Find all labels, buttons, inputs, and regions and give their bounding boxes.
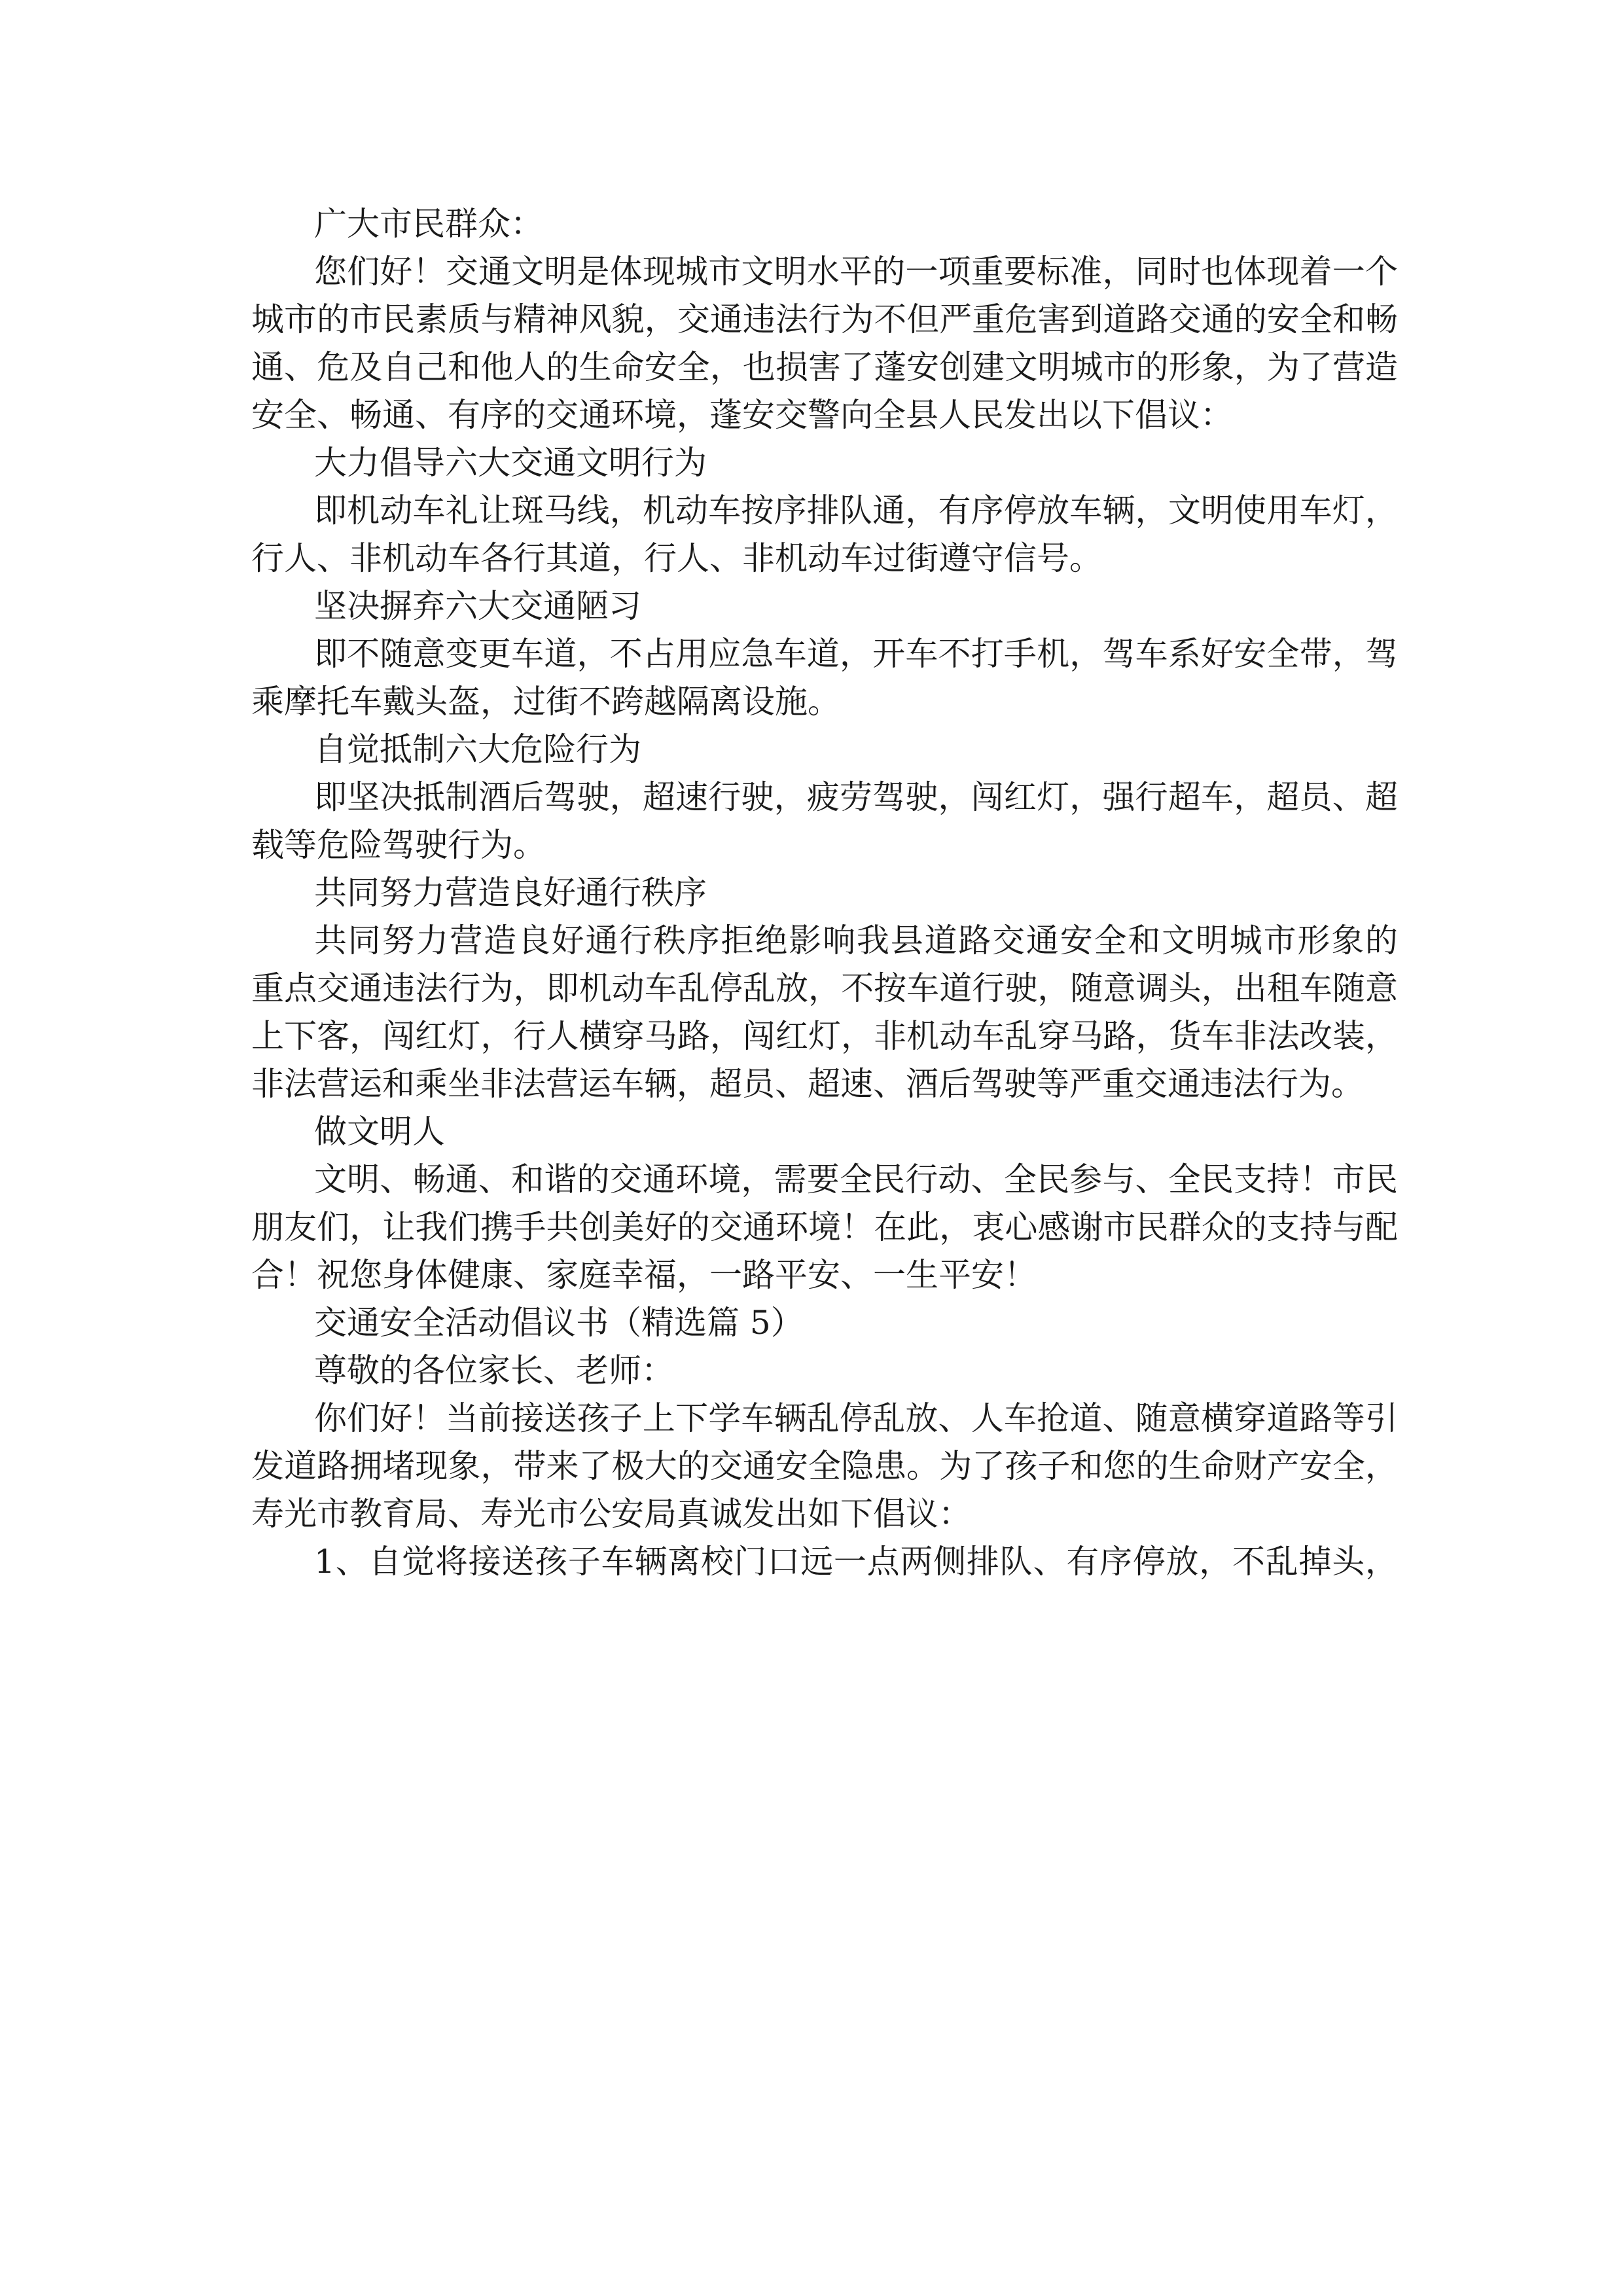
section-heading: 坚决摒弃六大交通陋习 (314, 587, 641, 625)
section-heading: 共同努力营造良好通行秩序 (314, 874, 707, 912)
paragraph-line: 上下客，闯红灯，行人横穿马路，闯红灯，非机动车乱穿马路，货车非法改装， (251, 1017, 1398, 1055)
paragraph-line: 载等危险驾驶行为。 (251, 826, 546, 864)
paragraph-line: 朋友们，让我们携手共创美好的交通环境！在此，衷心感谢市民群众的支持与配 (251, 1208, 1398, 1246)
paragraph-line: 重点交通违法行为，即机动车乱停乱放，不按车道行驶，随意调头，出租车随意 (251, 969, 1398, 1007)
paragraph-line: 行人、非机动车各行其道，行人、非机动车过街遵守信号。 (251, 539, 1102, 577)
paragraph-line: 即机动车礼让斑马线，机动车按序排队通，有序停放车辆，文明使用车灯， (314, 492, 1398, 529)
paragraph-line: 即坚决抵制酒后驾驶，超速行驶，疲劳驾驶，闯红灯，强行超车，超员、超 (314, 778, 1398, 816)
paragraph-line: 发道路拥堵现象，带来了极大的交通安全隐患。为了孩子和您的生命财产安全， (251, 1447, 1398, 1485)
paragraph-line: 通、危及自己和他人的生命安全，也损害了蓬安创建文明城市的形象，为了营造 (251, 348, 1398, 386)
paragraph-line: 即不随意变更车道，不占用应急车道，开车不打手机，驾车系好安全带，驾 (314, 635, 1398, 673)
paragraph-line: 文明、畅通、和谐的交通环境，需要全民行动、全民参与、全民支持！市民 (314, 1160, 1398, 1198)
paragraph-line: 安全、畅通、有序的交通环境，蓬安交警向全县人民发出以下倡议： (251, 396, 1233, 434)
paragraph-line: 您们好！交通文明是体现城市文明水平的一项重要标准，同时也体现着一个 (314, 253, 1398, 291)
section-heading: 大力倡导六大交通文明行为 (314, 444, 707, 482)
list-item: 1、自觉将接送孩子车辆离校门口远一点两侧排队、有序停放，不乱掉头， (314, 1543, 1398, 1581)
paragraph-line: 乘摩托车戴头盔，过街不跨越隔离设施。 (251, 683, 840, 721)
salutation: 尊敬的各位家长、老师： (314, 1352, 674, 1390)
paragraph-line: 寿光市教育局、寿光市公安局真诚发出如下倡议： (251, 1495, 971, 1533)
paragraph-line: 合！祝您身体健康、家庭幸福，一路平安、一生平安！ (251, 1256, 1037, 1294)
document-title: 交通安全活动倡议书（精选篇 5） (314, 1304, 804, 1342)
document-body (251, 200, 1398, 1586)
paragraph-line: 共同努力营造良好通行秩序拒绝影响我县道路交通安全和文明城市形象的 (314, 922, 1398, 960)
salutation: 广大市民群众： (314, 205, 543, 243)
paragraph-line: 非法营运和乘坐非法营运车辆，超员、超速、酒后驾驶等严重交通违法行为。 (251, 1065, 1364, 1103)
paragraph-line: 城市的市民素质与精神风貌，交通违法行为不但严重危害到道路交通的安全和畅 (251, 300, 1398, 338)
section-heading: 自觉抵制六大危险行为 (314, 730, 641, 768)
paragraph-line: 你们好！当前接送孩子上下学车辆乱停乱放、人车抢道、随意横穿道路等引 (314, 1399, 1398, 1437)
section-heading: 做文明人 (314, 1113, 445, 1151)
